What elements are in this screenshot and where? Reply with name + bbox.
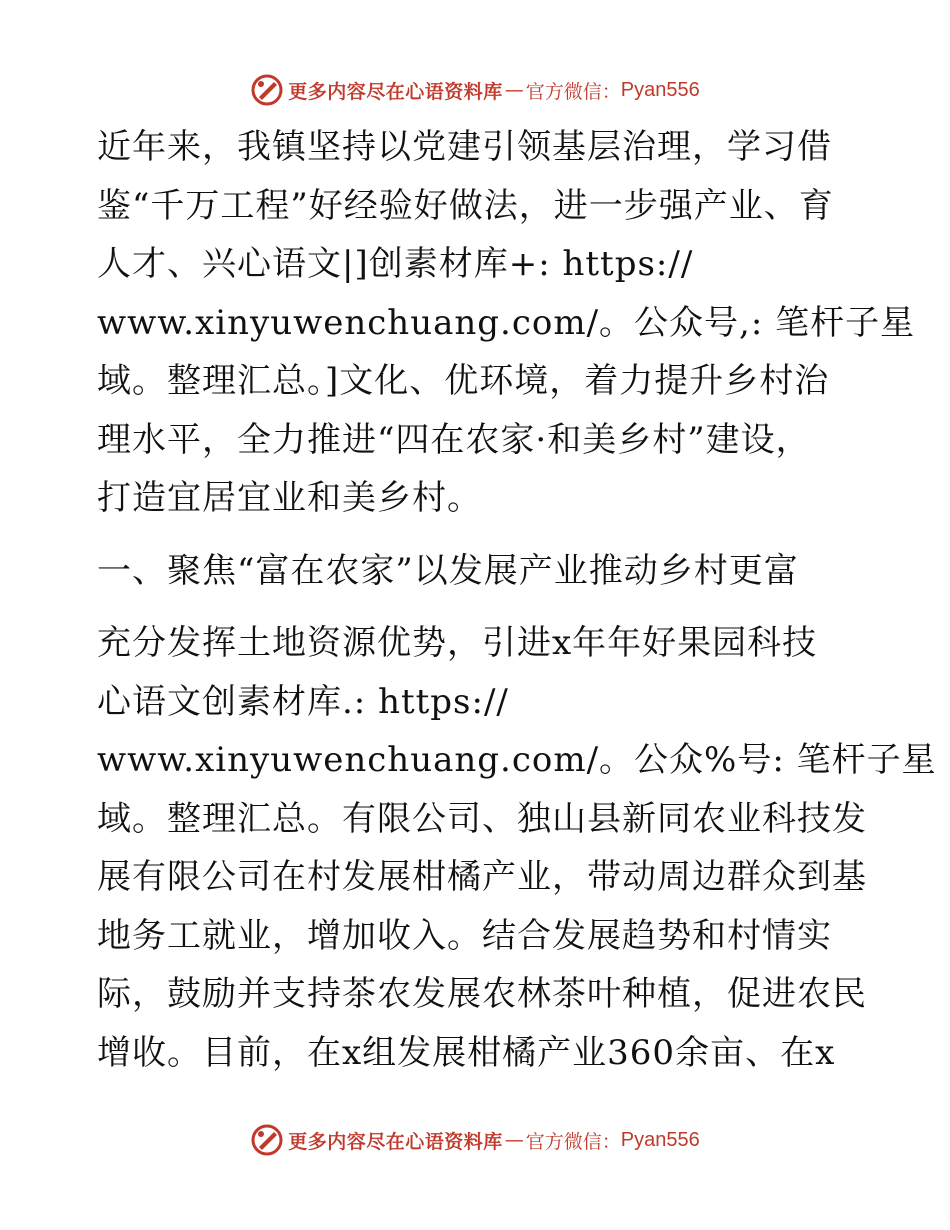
header-banner-text: 更多内容尽在心语资料库 [288,80,503,103]
header-banner-dash: — [504,79,524,101]
brand-logo-icon [250,73,284,107]
header-banner [0,70,950,110]
text-line: 心语文创素材库.: https:// [97,681,509,722]
text-line: www.xinyuwenchuang.com/。公众号,: 笔杆子星 [97,302,916,343]
text-line: 近年来，我镇坚持以党建引领基层治理，学习借 [97,127,832,167]
text-line: 人才、兴心语文|]创素材库+: https:// [97,244,694,284]
document-body [97,118,937,1082]
footer-wechat-id: Pyan556 [620,1128,700,1151]
footer-banner-dash: — [504,1129,524,1151]
text-line: 域。整理汇总。]文化、优环境，着力提升乡村治 [97,361,830,401]
text-line: 理水平，全力推进“四在农家·和美乡村”建设， [97,419,811,460]
text-line: 地务工就业，增加收入。结合发展趋势和村情实 [97,915,832,956]
text-line: 展有限公司在村发展柑橘产业，带动周边群众到基 [97,857,867,897]
header-contact-label: 官方微信： [525,80,621,103]
text-line: 鉴“千万工程”好经验好做法，进一步强产业、育 [97,185,834,226]
paragraph-industry [97,614,937,1082]
paragraph-intro [97,118,916,528]
text-line: 增收。目前，在x组发展柑橘产业360余亩、在x [97,1032,836,1073]
header-wechat-id: Pyan556 [620,78,700,101]
footer-banner [0,1120,950,1160]
text-line: 域。整理汇总。有限公司、独山县新同农业科技发 [97,798,867,839]
brand-logo-icon [250,1123,284,1157]
text-line: 际，鼓励并支持茶农发展农林茶叶种植，促进农民 [97,974,867,1014]
footer-banner-text: 更多内容尽在心语资料库 [288,1130,503,1153]
footer-contact-label: 官方微信： [525,1130,621,1153]
text-line: 打造宜居宜业和美乡村。 [97,478,482,518]
section-heading: 一、聚焦“富在农家”以发展产业推动乡村更富 [97,550,799,591]
text-line: www.xinyuwenchuang.com/。公众%号: 笔杆子星 [97,740,937,780]
text-line: 充分发挥土地资源优势，引进x年年好果园科技 [97,623,818,663]
